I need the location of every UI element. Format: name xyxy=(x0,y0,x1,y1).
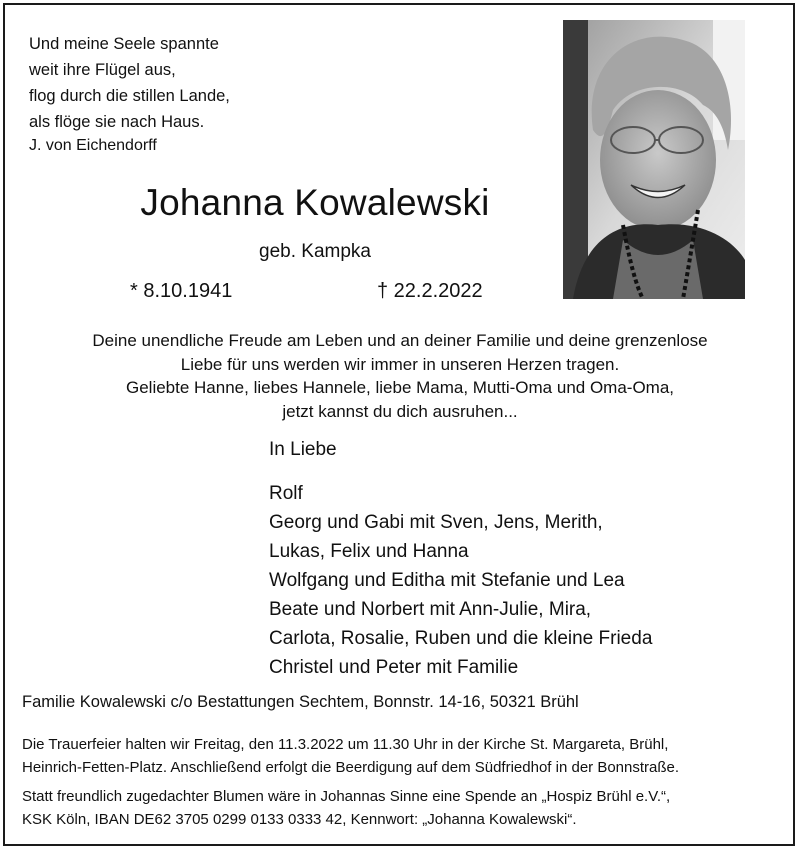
tribute-line: Deine unendliche Freude am Leben und an deiner Familie und deine grenzenlose xyxy=(92,331,708,350)
mourner-line: Georg und Gabi mit Sven, Jens, Merith, xyxy=(269,512,603,533)
tribute-line: Geliebte Hanne, liebes Hannele, liebe Mama, Mutti-Oma und Oma-Oma, xyxy=(125,378,675,397)
deceased-name: Johanna Kowalewski xyxy=(140,182,490,223)
poem xyxy=(29,31,230,135)
tribute-line: jetzt kannst du dich ausruhen... xyxy=(282,401,518,421)
mourner-line: Lukas, Felix und Hanna xyxy=(269,541,469,562)
mourner-line: Carlota, Rosalie, Ruben und die kleine Frieda xyxy=(269,628,653,649)
tribute-line: Liebe für uns werden wir immer in unseren Herzen tragen. xyxy=(180,354,620,374)
poem-line: weit ihre Flügel aus, xyxy=(29,61,176,79)
poem-line: Und meine Seele spannte xyxy=(29,35,219,53)
poem-author: J. von Eichendorff xyxy=(29,137,157,154)
funeral-line: Heinrich-Fetten-Platz. Anschließend erfolgt die Beerdigung auf dem Südfriedhof in der Bonnstraße. xyxy=(22,759,680,776)
donation-line: Statt freundlich zugedachter Blumen wäre in Johannas Sinne eine Spende an „Hospiz Brühl e.V.“, xyxy=(22,788,671,805)
donation-info xyxy=(22,785,670,831)
mourner-line: Rolf xyxy=(269,483,303,504)
mourners-intro: In Liebe xyxy=(269,439,337,460)
mourners-list xyxy=(269,479,652,682)
poem-line: als flöge sie nach Haus. xyxy=(29,113,205,131)
birth-name: geb. Kampka xyxy=(259,241,371,262)
funeral-line: Die Trauerfeier halten wir Freitag, den 11.3.2022 um 11.30 Uhr in der Kirche St. Margareta, Brühl, xyxy=(22,736,669,753)
birth-date: * 8.10.1941 xyxy=(130,280,233,302)
poem-line: flog durch die stillen Lande, xyxy=(29,87,230,105)
mourner-line: Beate und Norbert mit Ann-Julie, Mira, xyxy=(269,599,592,620)
family-address: Familie Kowalewski c/o Bestattungen Sechtem, Bonnstr. 14-16, 50321 Brühl xyxy=(22,693,579,711)
funeral-info xyxy=(22,733,679,779)
donation-line: KSK Köln, IBAN DE62 3705 0299 0133 0333 42, Kennwort: „Johanna Kowalewski“. xyxy=(22,811,577,828)
death-date: † 22.2.2022 xyxy=(377,280,483,302)
mourner-line: Wolfgang und Editha mit Stefanie und Lea xyxy=(269,570,625,591)
mourner-line: Christel und Peter mit Familie xyxy=(269,657,519,678)
tribute-text xyxy=(0,329,800,423)
